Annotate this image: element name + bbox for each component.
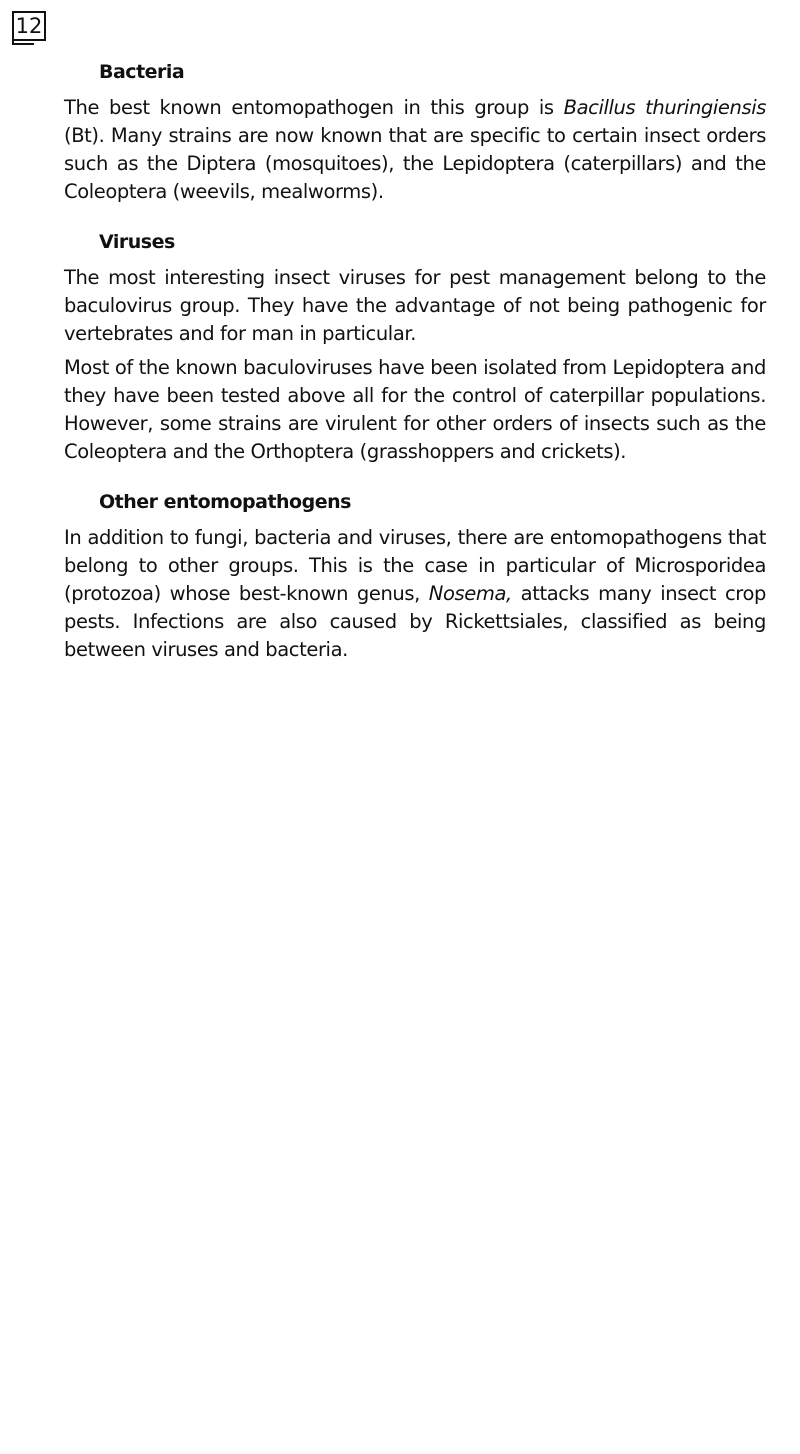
text-bacteria-a: The best known entomopathogen in this group is [64, 96, 564, 119]
text-other-a: In addition to fungi, bacteria and viruses, there are entomopathogens that belong to other groups. This is the case in particular of Microsporidea (protozoa) whose best-known genus, [64, 526, 766, 605]
species-name-bt: Bacillus thuringiensis [563, 96, 766, 119]
heading-bacteria: Bacteria [99, 61, 185, 83]
section-viruses [64, 226, 766, 466]
genus-name-nosema: Nosema, [428, 582, 512, 605]
paragraph-viruses-1: The most interesting insect viruses for pest management belong to the baculovirus group. They have the advantage of not being pathogenic for vertebrates and for man in particular. [64, 266, 766, 345]
paragraph-other [64, 524, 766, 664]
paragraph-viruses-2: Most of the known baculoviruses have been isolated from Lepidoptera and they have been tested above all for the control of caterpillar populations. However, some strains are virulent for other orders of insects such as the Coleoptera and the Orthoptera (grasshoppers and crickets). [64, 356, 766, 463]
paragraph-bacteria [64, 94, 766, 206]
heading-other-entomopathogens: Other entomopathogens [99, 491, 351, 513]
section-other-entomopathogens [64, 486, 766, 664]
page-content [64, 56, 766, 664]
page-number-tick [12, 40, 34, 45]
section-bacteria [64, 56, 766, 206]
text-bacteria-b: (Bt). Many strains are now known that are specific to certain insect orders such as the Diptera (mosquitoes), the Lepidoptera (caterpillars) and the Coleoptera (weevils, mealworms). [64, 124, 766, 203]
text-other-b: attacks many insect crop pests. Infections are also caused by Rickettsiales, classified as being between viruses and bacteria. [64, 582, 766, 661]
heading-viruses: Viruses [99, 231, 175, 253]
page-number: 12 [12, 11, 46, 41]
